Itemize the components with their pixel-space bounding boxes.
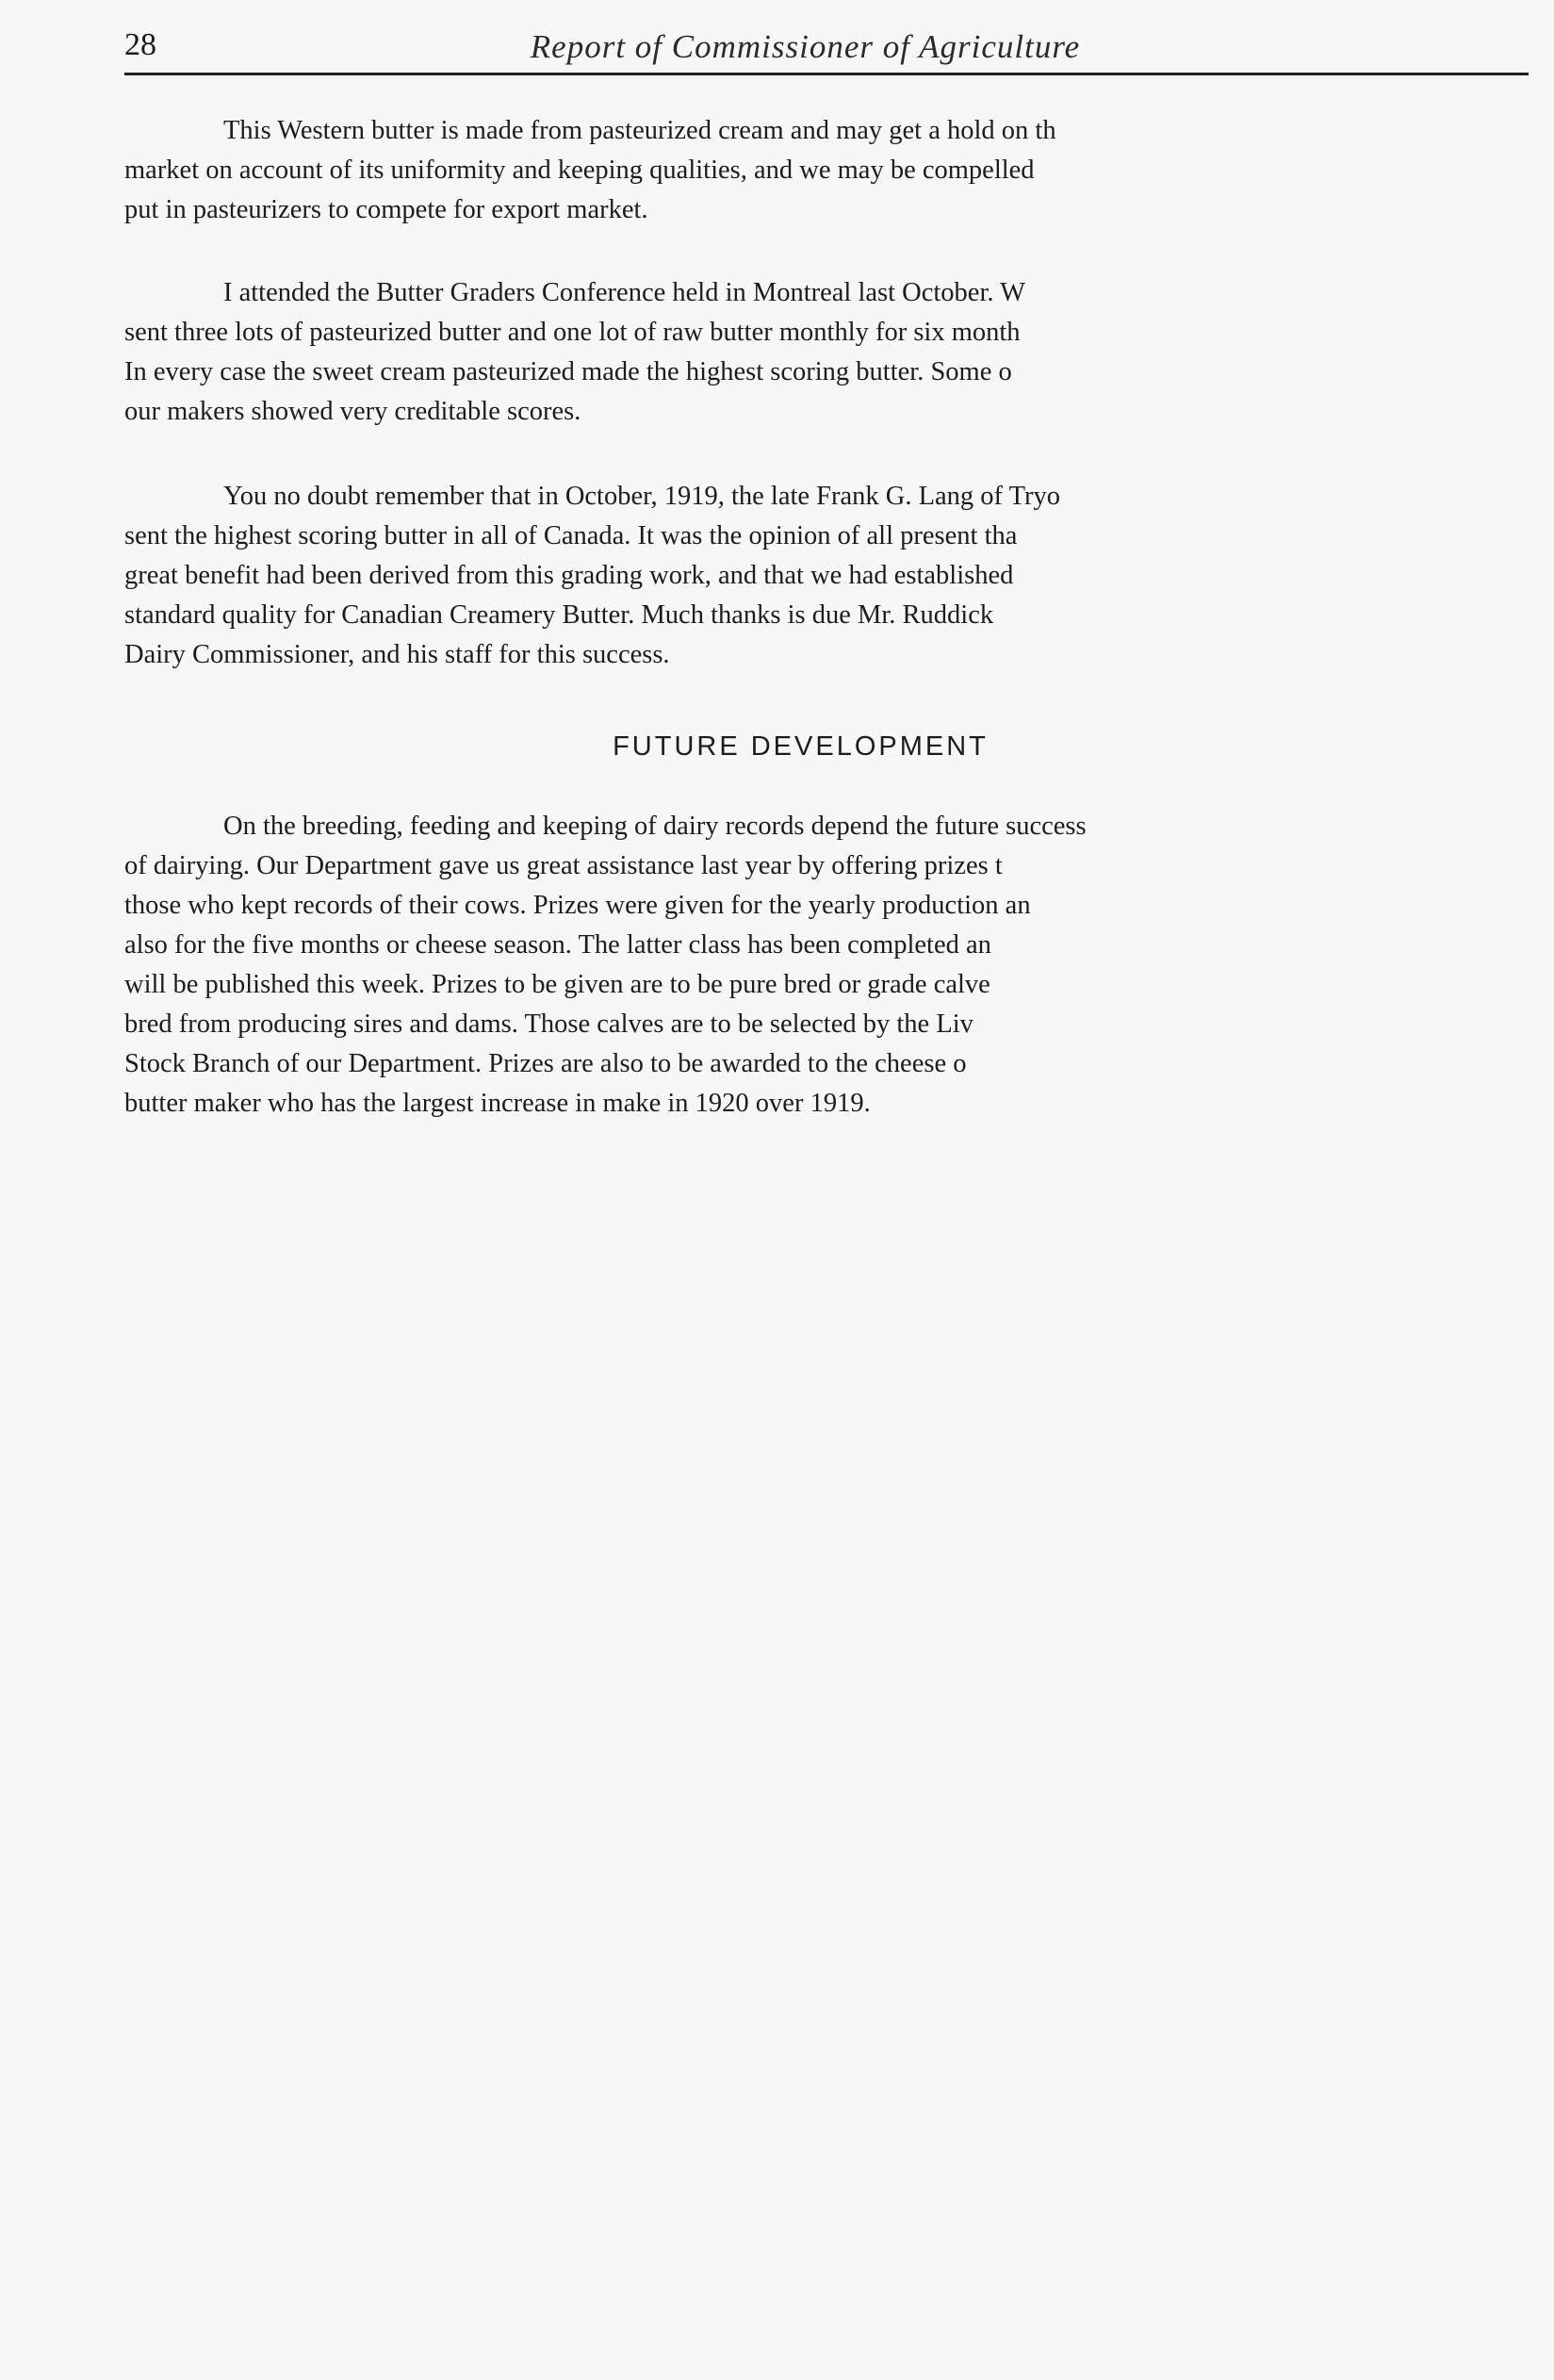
- text-line: In every case the sweet cream pasteurized made the highest scoring butter. Some o: [124, 357, 1012, 386]
- text-line: standard quality for Canadian Creamery Butter. Much thanks is due Mr. Ruddick: [124, 600, 994, 630]
- paragraph-future-development: [124, 807, 1529, 1124]
- header-rule: [124, 73, 1529, 75]
- paragraph-western-butter: [124, 111, 1529, 230]
- text-line: sent three lots of pasteurized butter and one lot of raw butter monthly for six month: [124, 318, 1021, 347]
- text-line: will be published this week. Prizes to be given are to be pure bred or grade calve: [124, 970, 990, 999]
- text-line: put in pasteurizers to compete for export market.: [124, 195, 648, 224]
- paragraph-highest-scoring: [124, 477, 1529, 675]
- text-line: market on account of its uniformity and keeping qualities, and we may be compelled: [124, 156, 1035, 185]
- text-line: of dairying. Our Department gave us great assistance last year by offering prizes t: [124, 851, 1003, 880]
- text-line: Stock Branch of our Department. Prizes are also to be awarded to the cheese o: [124, 1049, 967, 1078]
- page-number: 28: [124, 27, 156, 62]
- text-line: also for the five months or cheese season. The latter class has been completed an: [124, 930, 991, 960]
- paragraph-graders-conference: [124, 273, 1529, 432]
- text-line: I attended the Butter Graders Conference held in Montreal last October. W: [223, 278, 1026, 307]
- text-line: butter maker who has the largest increase in make in 1920 over 1919.: [124, 1089, 871, 1118]
- text-line: our makers showed very creditable scores.: [124, 397, 581, 426]
- section-heading: FUTURE DEVELOPMENT: [613, 731, 989, 762]
- running-head: Report of Commissioner of Agriculture: [530, 28, 1081, 65]
- text-line: This Western butter is made from pasteurized cream and may get a hold on th: [223, 116, 1056, 145]
- text-line: On the breeding, feeding and keeping of dairy records depend the future success: [223, 812, 1087, 841]
- text-line: You no doubt remember that in October, 1919, the late Frank G. Lang of Tryo: [223, 482, 1061, 511]
- text-line: sent the highest scoring butter in all of Canada. It was the opinion of all present tha: [124, 521, 1018, 550]
- text-line: those who kept records of their cows. Prizes were given for the yearly production an: [124, 891, 1031, 920]
- text-line: bred from producing sires and dams. Those calves are to be selected by the Liv: [124, 1009, 973, 1039]
- text-line: great benefit had been derived from this grading work, and that we had established: [124, 561, 1014, 590]
- text-line: Dairy Commissioner, and his staff for this success.: [124, 640, 670, 669]
